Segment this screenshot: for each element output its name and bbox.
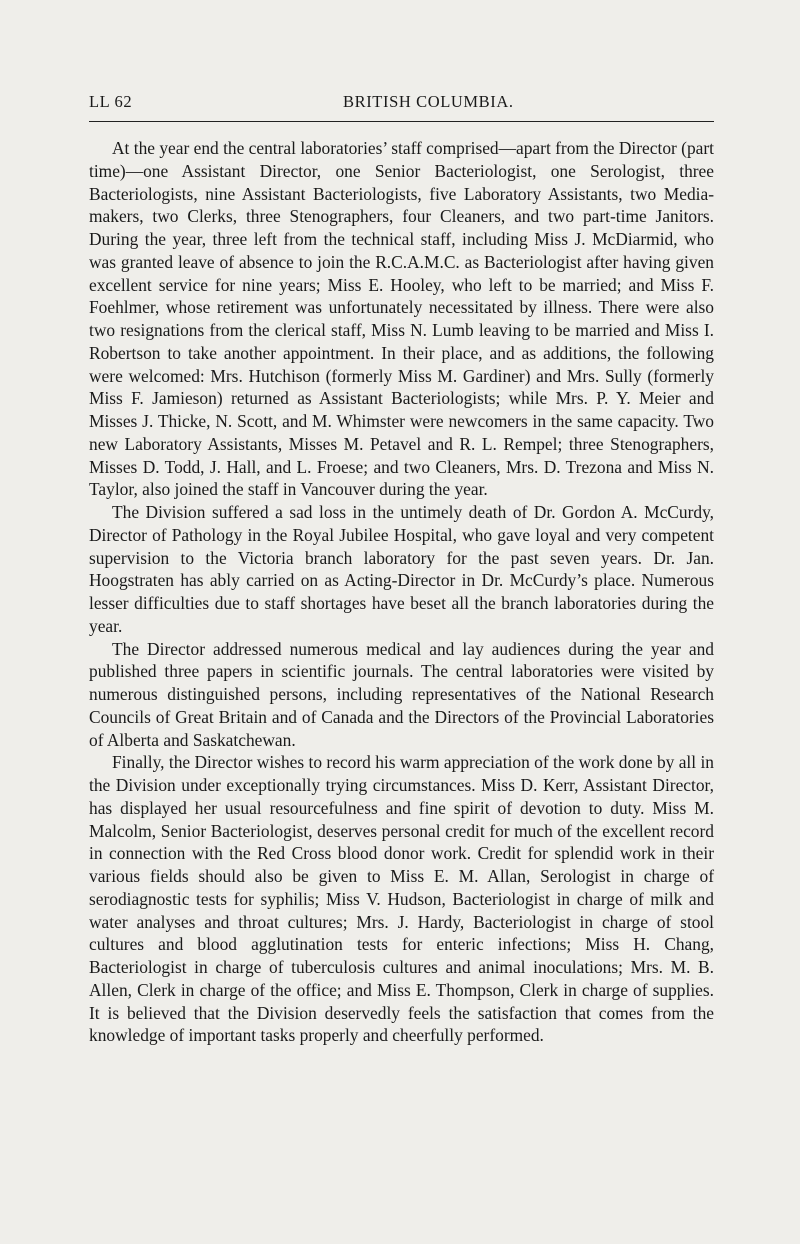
paragraph-audiences: The Director addressed numerous medical and lay audiences during the year and published three papers in scientific journals. The central laboratories were visited by numerous distinguished persons, including representatives of the National Research Councils of Great Britain and of Canada and the Directors of the Provincial Laboratories of Alberta and Saskatchewan. (89, 638, 714, 750)
header-rule (89, 121, 714, 122)
paragraph-loss: The Division suffered a sad loss in the untimely death of Dr. Gordon A. McCurdy, Director of Pathology in the Royal Jubilee Hospital, who gave loyal and very competent supervision to the Victoria branch laboratory for the past seven years. Dr. Jan. Hoogstraten has ably carried on as Acting-Director in Dr. McCurdy’s place. Numerous lesser difficulties due to staff shortages have beset all the branch laboratories during the year. (89, 502, 714, 636)
body-text (89, 137, 714, 1047)
page-number: LL 62 (89, 92, 133, 111)
paragraph-appreciation: Finally, the Director wishes to record his warm appreciation of the work done by all in the Division under exceptionally trying circumstances. Miss D. Kerr, Assistant Director, has displayed her usual resourcefulness and fine spirit of devotion to duty. Miss M. Malcolm, Senior Bacteriologist, deserves personal credit for much of the excellent record in connection with the Red Cross blood donor work. Credit for splendid work in their various fields should also be given to Miss E. M. Allan, Serologist in charge of serodiagnostic tests for syphilis; Miss V. Hudson, Bacteriologist in charge of milk and water analyses and throat cultures; Mrs. J. Hardy, Bacteriologist in charge of stool cultures and blood agglutination tests for enteric infections; Miss H. Chang, Bacteriologist in charge of tuberculosis cultures and animal inoculations; Mrs. M. B. Allen, Clerk in charge of the office; and Miss E. Thompson, Clerk in charge of supplies. It is believed that the Division deservedly feels the satisfaction that comes from the knowledge of important tasks properly and cheerfully performed. (89, 752, 714, 1046)
running-head (89, 92, 712, 114)
header-title: BRITISH COLUMBIA. (343, 92, 514, 111)
paragraph-staff: At the year end the central laboratories’ staff comprised—apart from the Director (part time)—one Assistant Director, one Senior Bacteriologist, one Serologist, three Bacteriologists, nine Assistant Bacteriologists, five Laboratory Assistants, two Media-makers, two Clerks, three Stenographers, four Cleaners, and two part-time Janitors. During the year, three left from the technical staff, including Miss J. McDiarmid, who was granted leave of absence to join the R.C.A.M.C. as Bacteriologist after having given excellent service for nine years; Miss E. Hooley, who left to be married; and Miss F. Foehlmer, whose retirement was unfortunately necessitated by illness. There were also two resignations from the clerical staff, Miss N. Lumb leaving to be married and Miss I. Robertson to take another appointment. In their place, and as additions, the following were welcomed: Mrs. Hutchison (formerly Miss M. Gardiner) and Mrs. Sully (formerly Miss F. Jamieson) returned as Assistant Bacteriologists; while Mrs. P. Y. Meier and Misses J. Thicke, N. Scott, and M. Whimster were newcomers in the same capacity. Two new Laboratory Assistants, Misses M. Petavel and R. L. Rempel; three Stenographers, Misses D. Todd, J. Hall, and L. Froese; and two Cleaners, Mrs. D. Trezona and Miss N. Taylor, also joined the staff in Vancouver during the year. (89, 138, 714, 500)
